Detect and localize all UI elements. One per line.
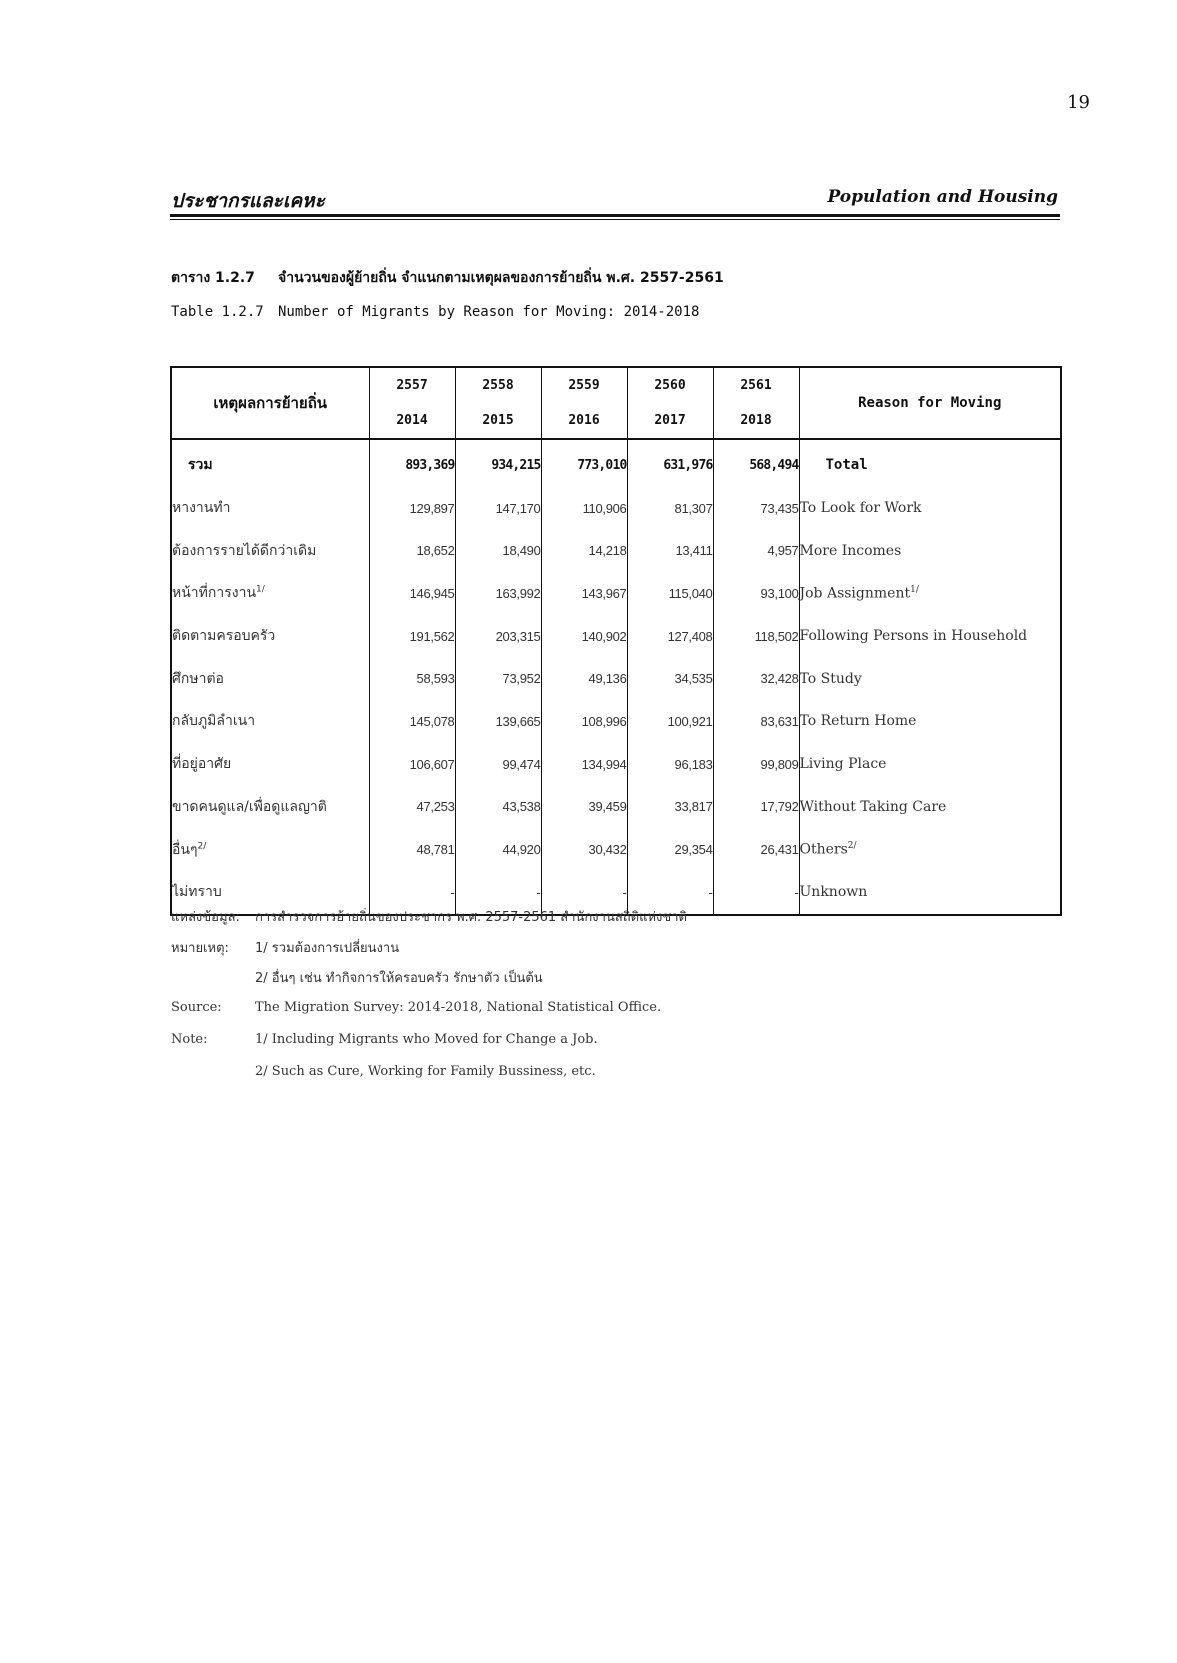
row-label-thai-text: กลับภูมิลำเนา bbox=[172, 713, 256, 730]
year-be: 2561 bbox=[740, 378, 772, 393]
caption-thai-label: ตาราง 1.2.7 bbox=[171, 270, 255, 286]
cell-value: 29,354 bbox=[627, 828, 713, 871]
note-english-2: 2/ Such as Cure, Working for Family Bussiness, etc. bbox=[255, 1064, 596, 1079]
cell-value: 32,428 bbox=[713, 657, 799, 700]
row-label-english bbox=[799, 828, 1061, 871]
source-english-label: Source: bbox=[171, 1000, 222, 1015]
footnote-marker: 1/ bbox=[256, 584, 265, 595]
page-number: 19 bbox=[1067, 92, 1090, 113]
cell-value: 110,906 bbox=[541, 487, 627, 530]
cell-value: 47,253 bbox=[369, 786, 455, 829]
header-reason-english: Reason for Moving bbox=[799, 367, 1061, 439]
cell-value: 33,817 bbox=[627, 786, 713, 829]
row-label-thai-text: ไม่ทราบ bbox=[172, 884, 222, 901]
cell-value: 18,652 bbox=[369, 529, 455, 572]
header-thai: ประชากรและเคหะ bbox=[171, 190, 325, 212]
cell-value: 83,631 bbox=[713, 700, 799, 743]
cell-value: 146,945 bbox=[369, 572, 455, 615]
source-english-text: The Migration Survey: 2014-2018, National Statistical Office. bbox=[255, 1000, 662, 1015]
row-label-thai bbox=[171, 786, 369, 829]
header-year bbox=[713, 367, 799, 439]
row-label-english-text: Total bbox=[825, 457, 868, 474]
row-label-thai bbox=[171, 828, 369, 871]
row-label-thai-text: อื่นๆ bbox=[172, 841, 198, 858]
table-row bbox=[171, 743, 1061, 786]
cell-value: 191,562 bbox=[369, 615, 455, 658]
cell-value: 145,078 bbox=[369, 700, 455, 743]
cell-value: 127,408 bbox=[627, 615, 713, 658]
note-english bbox=[171, 1032, 598, 1047]
header-english: Population and Housing bbox=[827, 187, 1058, 207]
row-label-english bbox=[799, 529, 1061, 572]
cell-value: 108,996 bbox=[541, 700, 627, 743]
table-row bbox=[171, 657, 1061, 700]
row-label-english-text: Living Place bbox=[799, 756, 887, 773]
cell-value: 73,952 bbox=[455, 657, 541, 700]
row-label-thai bbox=[171, 743, 369, 786]
year-ce: 2017 bbox=[654, 413, 686, 428]
table-row bbox=[171, 572, 1061, 615]
table-row bbox=[171, 615, 1061, 658]
source-thai-text: การสำรวจการย้ายถิ่นของประชากร พ.ศ. 2557-2561 สำนักงานสถิติแห่งชาติ bbox=[255, 910, 687, 925]
caption-english-title: Number of Migrants by Reason for Moving: 2014-2018 bbox=[278, 304, 700, 320]
footnote-marker: 2/ bbox=[847, 841, 857, 852]
row-label-english-text: To Study bbox=[799, 670, 862, 687]
cell-value: 73,435 bbox=[713, 487, 799, 530]
cell-value: 96,183 bbox=[627, 743, 713, 786]
row-label-english bbox=[799, 700, 1061, 743]
cell-value: 163,992 bbox=[455, 572, 541, 615]
row-label-thai-text: ขาดคนดูแล/เพื่อดูแลญาติ bbox=[172, 798, 327, 815]
table-row bbox=[171, 700, 1061, 743]
row-label-english-text: Unknown bbox=[799, 884, 868, 901]
row-label-thai bbox=[171, 487, 369, 530]
cell-value: - bbox=[627, 871, 713, 915]
cell-value: 13,411 bbox=[627, 529, 713, 572]
row-label-english-text: To Look for Work bbox=[799, 500, 922, 517]
footnote-marker: 2/ bbox=[197, 840, 207, 851]
row-label-english bbox=[799, 487, 1061, 530]
table-row bbox=[171, 786, 1061, 829]
migrants-table bbox=[170, 366, 1062, 916]
source-thai bbox=[171, 906, 687, 927]
cell-value: 129,897 bbox=[369, 487, 455, 530]
cell-value: 934,215 bbox=[455, 439, 541, 487]
cell-value: - bbox=[541, 871, 627, 915]
table-row bbox=[171, 828, 1061, 871]
cell-value: 43,538 bbox=[455, 786, 541, 829]
row-label-english bbox=[799, 743, 1061, 786]
cell-value: 26,431 bbox=[713, 828, 799, 871]
row-label-english bbox=[799, 439, 1061, 487]
row-label-english bbox=[799, 871, 1061, 915]
row-label-english bbox=[799, 615, 1061, 658]
row-label-thai bbox=[171, 615, 369, 658]
year-be: 2557 bbox=[396, 378, 428, 393]
cell-value: 143,967 bbox=[541, 572, 627, 615]
row-label-thai-text: ที่อยู่อาศัย bbox=[172, 756, 232, 773]
cell-value: 58,593 bbox=[369, 657, 455, 700]
row-label-english bbox=[799, 786, 1061, 829]
cell-value: 17,792 bbox=[713, 786, 799, 829]
row-label-thai-text: หางานทำ bbox=[172, 500, 231, 517]
cell-value: 568,494 bbox=[713, 439, 799, 487]
cell-value: 139,665 bbox=[455, 700, 541, 743]
header-year bbox=[455, 367, 541, 439]
row-label-english-text: Without Taking Care bbox=[799, 798, 947, 815]
cell-value: 30,432 bbox=[541, 828, 627, 871]
source-thai-label: แหล่งข้อมูล: bbox=[171, 910, 240, 925]
cell-value: 147,170 bbox=[455, 487, 541, 530]
note-english-1: 1/ Including Migrants who Moved for Change a Job. bbox=[255, 1032, 598, 1047]
cell-value: 93,100 bbox=[713, 572, 799, 615]
cell-value: 100,921 bbox=[627, 700, 713, 743]
caption-english-label: Table 1.2.7 bbox=[171, 304, 264, 320]
cell-value: 106,607 bbox=[369, 743, 455, 786]
row-label-english-text: To Return Home bbox=[799, 713, 917, 730]
cell-value: - bbox=[369, 871, 455, 915]
year-ce: 2015 bbox=[482, 413, 514, 428]
cell-value: 118,502 bbox=[713, 615, 799, 658]
row-label-thai-text: ติดตามครอบครัว bbox=[172, 628, 276, 645]
caption-thai bbox=[171, 267, 724, 289]
cell-value: 631,976 bbox=[627, 439, 713, 487]
note-thai bbox=[171, 937, 399, 958]
row-label-thai bbox=[171, 529, 369, 572]
row-label-english bbox=[799, 657, 1061, 700]
caption-thai-title: จำนวนของผู้ย้ายถิ่น จำแนกตามเหตุผลของการย้ายถิ่น พ.ศ. 2557-2561 bbox=[278, 270, 724, 286]
footnote-marker: 1/ bbox=[910, 585, 919, 596]
cell-value: 99,474 bbox=[455, 743, 541, 786]
header-reason-thai: เหตุผลการย้ายถิ่น bbox=[171, 367, 369, 439]
table-header-row bbox=[171, 367, 1061, 439]
note-thai-label: หมายเหตุ: bbox=[171, 941, 229, 956]
table-row-total bbox=[171, 439, 1061, 487]
row-label-english-text: Others bbox=[799, 841, 848, 858]
year-be: 2560 bbox=[654, 378, 686, 393]
row-label-thai-text: ศึกษาต่อ bbox=[172, 670, 224, 687]
year-be: 2558 bbox=[482, 378, 514, 393]
row-label-thai bbox=[171, 572, 369, 615]
cell-value: 773,010 bbox=[541, 439, 627, 487]
row-label-english-text: Following Persons in Household bbox=[799, 628, 1028, 645]
table-row bbox=[171, 529, 1061, 572]
header-year bbox=[627, 367, 713, 439]
cell-value: 4,957 bbox=[713, 529, 799, 572]
cell-value: 99,809 bbox=[713, 743, 799, 786]
cell-value: 49,136 bbox=[541, 657, 627, 700]
row-label-thai-text: ต้องการรายได้ดีกว่าเดิม bbox=[172, 542, 317, 559]
header-year bbox=[369, 367, 455, 439]
header-rule-thick bbox=[170, 214, 1060, 217]
note-english-label: Note: bbox=[171, 1032, 208, 1047]
cell-value: 115,040 bbox=[627, 572, 713, 615]
cell-value: 140,902 bbox=[541, 615, 627, 658]
table-body bbox=[171, 439, 1061, 915]
row-label-thai bbox=[171, 439, 369, 487]
year-ce: 2016 bbox=[568, 413, 600, 428]
cell-value: 48,781 bbox=[369, 828, 455, 871]
row-label-english-text: More Incomes bbox=[799, 542, 902, 559]
cell-value: 18,490 bbox=[455, 529, 541, 572]
header-year bbox=[541, 367, 627, 439]
source-english bbox=[171, 1000, 661, 1015]
header-rule-thin bbox=[170, 219, 1060, 220]
row-label-thai-text: หน้าที่การงาน bbox=[172, 585, 257, 602]
year-ce: 2014 bbox=[396, 413, 428, 428]
row-label-english bbox=[799, 572, 1061, 615]
cell-value: 203,315 bbox=[455, 615, 541, 658]
cell-value: 44,920 bbox=[455, 828, 541, 871]
cell-value: - bbox=[713, 871, 799, 915]
note-thai-1: 1/ รวมต้องการเปลี่ยนงาน bbox=[255, 941, 400, 956]
cell-value: 34,535 bbox=[627, 657, 713, 700]
row-label-thai bbox=[171, 657, 369, 700]
row-label-thai bbox=[171, 700, 369, 743]
note-thai-2: 2/ อื่นๆ เช่น ทำกิจการให้ครอบครัว รักษาตัว เป็นต้น bbox=[255, 971, 543, 986]
cell-value: - bbox=[455, 871, 541, 915]
cell-value: 14,218 bbox=[541, 529, 627, 572]
row-label-english-text: Job Assignment bbox=[799, 585, 911, 602]
year-ce: 2018 bbox=[740, 413, 772, 428]
cell-value: 893,369 bbox=[369, 439, 455, 487]
table-row bbox=[171, 487, 1061, 530]
year-be: 2559 bbox=[568, 378, 600, 393]
row-label-thai-text: รวม bbox=[188, 457, 213, 474]
cell-value: 81,307 bbox=[627, 487, 713, 530]
cell-value: 39,459 bbox=[541, 786, 627, 829]
cell-value: 134,994 bbox=[541, 743, 627, 786]
caption-english bbox=[171, 304, 699, 320]
